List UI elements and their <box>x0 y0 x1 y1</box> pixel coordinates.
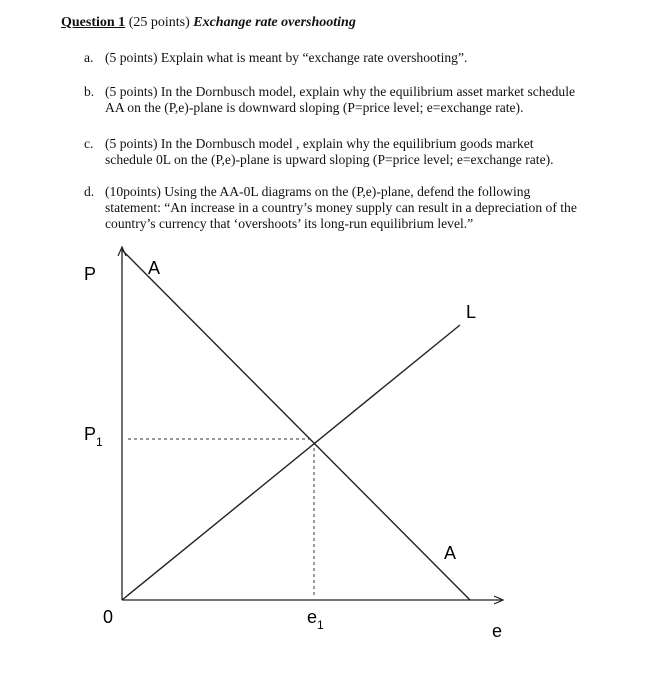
part-letter: c. <box>84 136 94 151</box>
ol-schedule-line <box>122 325 460 600</box>
part-line: statement: “An increase in a country’s money supply can result in a depreciation of the <box>105 200 577 215</box>
p1-label <box>84 424 103 449</box>
part-line: schedule 0L on the (P,e)-plane is upward sloping (P=price level; e=exchange rate). <box>105 152 554 167</box>
p1-label-main: P <box>84 424 97 444</box>
aa-label-bottom: A <box>444 543 457 563</box>
part-letter: a. <box>84 50 94 65</box>
e1-label <box>307 607 324 632</box>
part-line: (10points) Using the AA-0L diagrams on the (P,e)-plane, defend the following <box>105 184 531 199</box>
aa-schedule-line <box>122 250 470 600</box>
origin-label: 0 <box>103 607 114 627</box>
question-points: (25 points) <box>128 15 190 30</box>
x-axis-label: e <box>492 621 503 641</box>
part-letter: d. <box>84 184 95 199</box>
e1-label-subscript: 1 <box>317 618 324 632</box>
ol-label: L <box>466 302 477 322</box>
part-letter: b. <box>84 84 95 99</box>
p1-label-subscript: 1 <box>96 435 103 449</box>
aa-label-top: A <box>148 258 161 278</box>
part-line: AA on the (P,e)-plane is downward sloping (P=price level; e=exchange rate). <box>105 100 524 115</box>
part-line: (5 points) In the Dornbusch model, explain why the equilibrium asset market schedule <box>105 84 576 99</box>
part-line: (5 points) Explain what is meant by “exchange rate overshooting”. <box>105 50 468 65</box>
question-number: Question 1 <box>61 15 126 30</box>
question-title: Exchange rate overshooting <box>193 15 356 30</box>
e1-label-main: e <box>307 607 318 627</box>
y-axis-label: P <box>84 264 97 284</box>
part-line: (5 points) In the Dornbusch model , explain why the equilibrium goods market <box>105 136 534 151</box>
part-line: country’s currency that ‘overshoots’ its long-run equilibrium level.” <box>105 216 474 231</box>
